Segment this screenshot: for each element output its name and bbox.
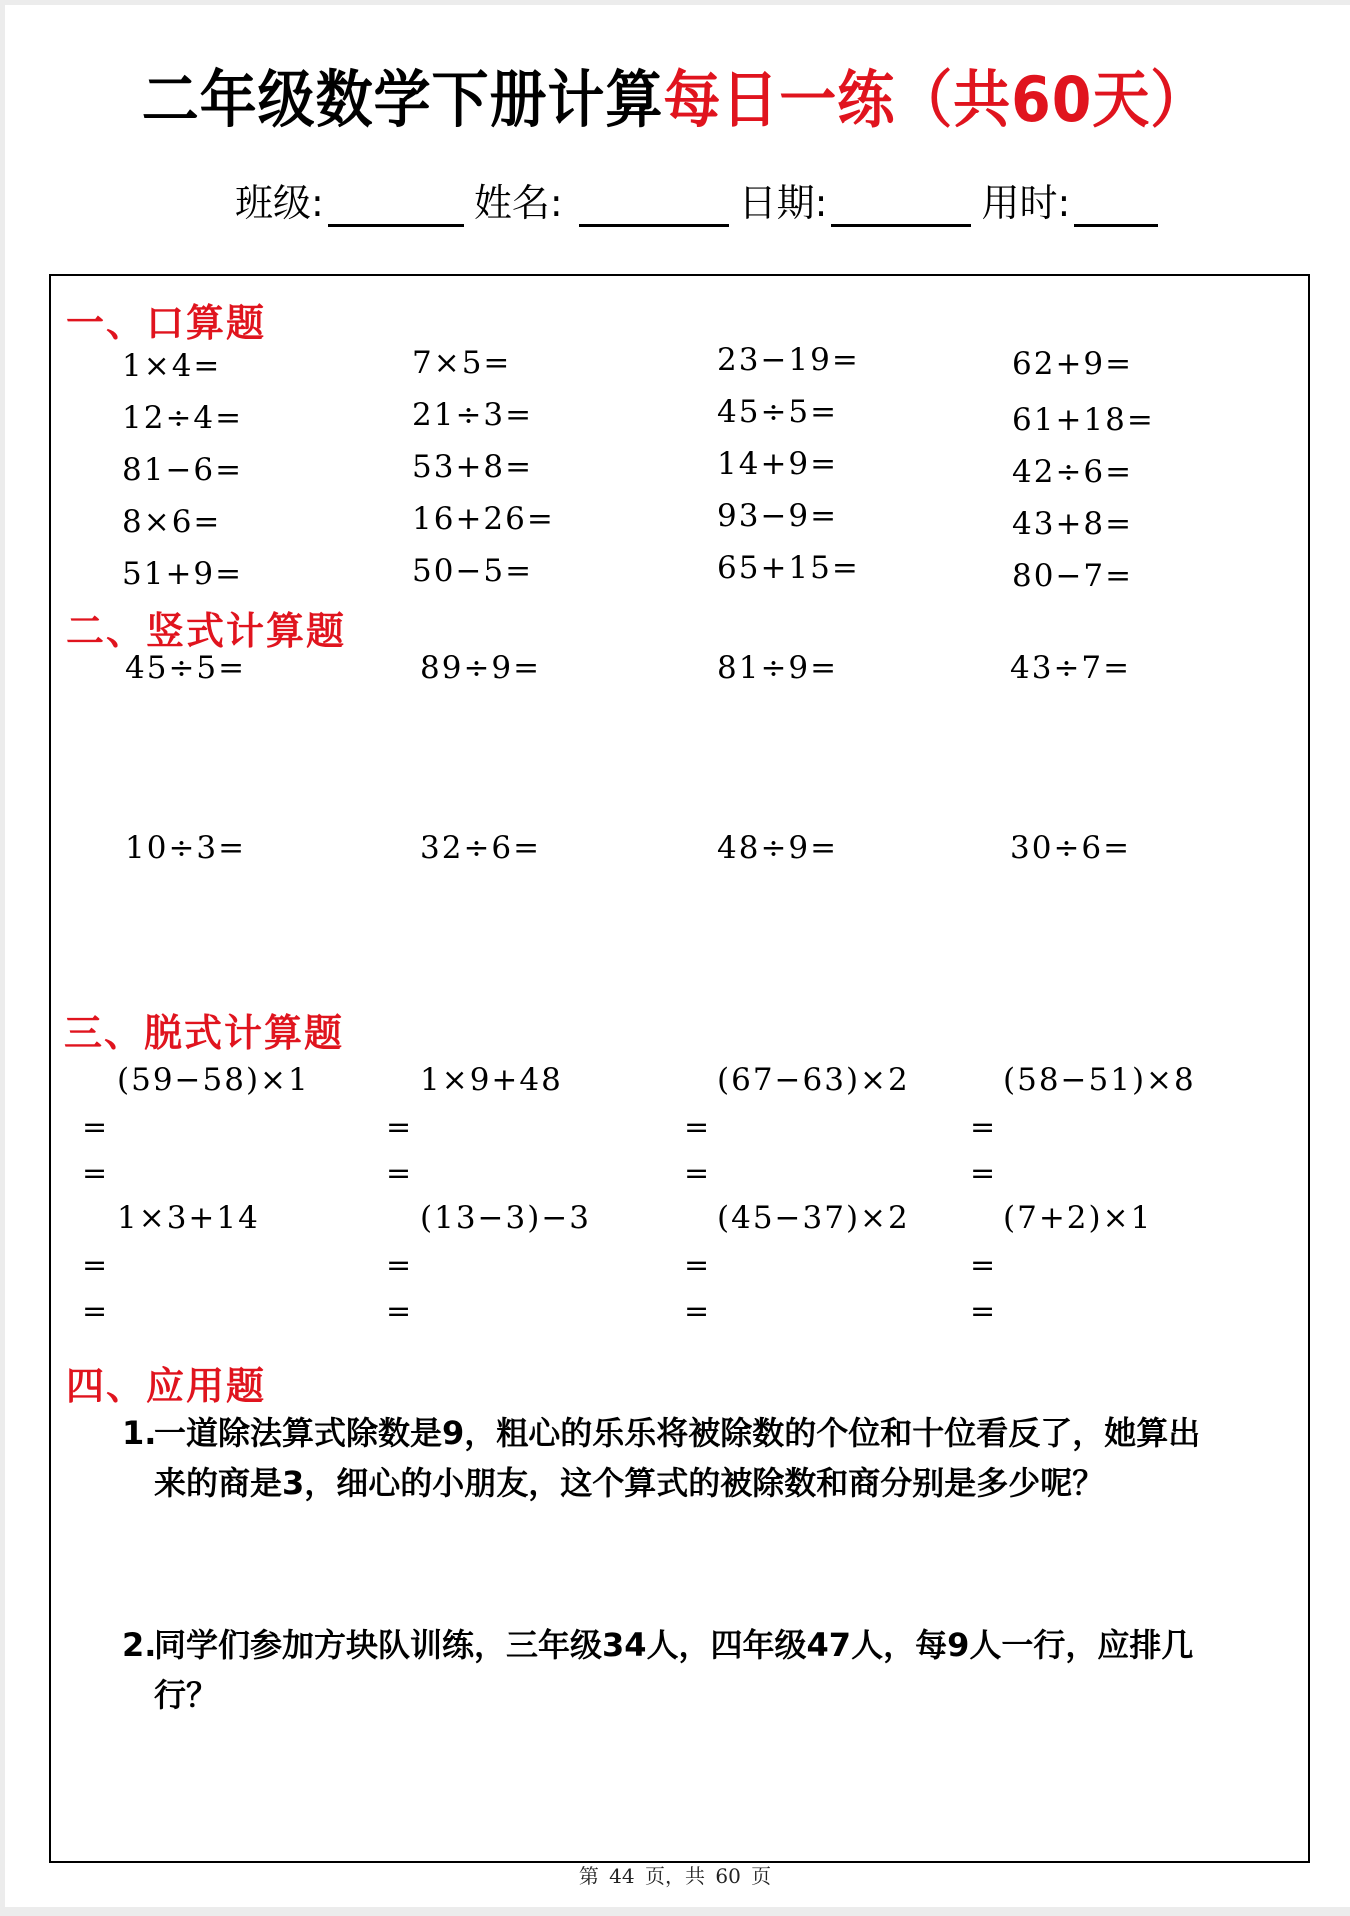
- oral-problem: 8×6=: [122, 504, 222, 540]
- title-main: 二年级数学下册计算: [141, 63, 664, 136]
- oral-problem: 14+9=: [717, 446, 839, 482]
- oral-problem: 45÷5=: [717, 394, 839, 430]
- answer-step-equals: =: [684, 1248, 710, 1283]
- section-word-heading: 四、应用题: [66, 1363, 267, 1408]
- section-stepwise-heading: 三、脱式计算题: [64, 1010, 345, 1055]
- class-field[interactable]: [235, 172, 464, 227]
- oral-problem: 51+9=: [122, 556, 244, 592]
- word-problem-2: [122, 1620, 1222, 1720]
- answer-step-equals: =: [386, 1248, 412, 1283]
- answer-step-equals: =: [82, 1156, 108, 1191]
- student-info-line: [235, 172, 1168, 227]
- answer-step-equals: =: [82, 1294, 108, 1329]
- oral-problem: 93−9=: [717, 498, 839, 534]
- oral-problem: 61+18=: [1012, 402, 1155, 438]
- vertical-problem: 43÷7=: [1010, 650, 1132, 686]
- oral-problem: 16+26=: [412, 501, 555, 537]
- answer-step-equals: =: [970, 1248, 996, 1283]
- oral-problem: 7×5=: [412, 345, 512, 381]
- name-label: 姓名:: [473, 181, 563, 225]
- stepwise-problem: (67−63)×2: [717, 1062, 910, 1098]
- oral-problem: 21÷3=: [412, 397, 534, 433]
- date-label: 日期:: [738, 181, 828, 225]
- stepwise-problem: 1×9+48: [420, 1062, 563, 1098]
- section-oral-heading: 一、口算题: [66, 300, 267, 345]
- oral-problem: 62+9=: [1012, 346, 1134, 382]
- vertical-problem: 10÷3=: [125, 830, 247, 866]
- answer-step-equals: =: [386, 1294, 412, 1329]
- problem-number: 2.: [122, 1626, 157, 1664]
- answer-step-equals: =: [970, 1294, 996, 1329]
- vertical-problem: 81÷9=: [717, 650, 839, 686]
- problem-number: 1.: [122, 1414, 157, 1452]
- time-field[interactable]: [981, 172, 1158, 227]
- oral-problem: 80−7=: [1012, 558, 1134, 594]
- page-title: [54, 50, 1296, 139]
- oral-problem: 50−5=: [412, 553, 534, 589]
- page-number-footer: 第 44 页，共 60 页: [578, 1864, 772, 1888]
- stepwise-problem: (58−51)×8: [1003, 1062, 1196, 1098]
- class-blank[interactable]: [328, 190, 464, 227]
- vertical-problem: 89÷9=: [420, 650, 542, 686]
- date-field[interactable]: [739, 172, 972, 227]
- answer-step-equals: =: [970, 1110, 996, 1145]
- oral-problem: 23−19=: [717, 342, 860, 378]
- section-vertical-heading: 二、竖式计算题: [66, 608, 347, 653]
- answer-step-equals: =: [970, 1156, 996, 1191]
- answer-step-equals: =: [684, 1156, 710, 1191]
- stepwise-problem: (59−58)×1: [117, 1062, 310, 1098]
- answer-step-equals: =: [684, 1110, 710, 1145]
- time-label: 用时:: [981, 181, 1071, 225]
- answer-step-equals: =: [684, 1294, 710, 1329]
- word-problem-1: [122, 1408, 1222, 1508]
- class-label: 班级:: [235, 181, 324, 225]
- oral-problem: 43+8=: [1012, 506, 1134, 542]
- oral-problem: 1×4=: [122, 348, 222, 384]
- stepwise-problem: (45−37)×2: [717, 1200, 910, 1236]
- stepwise-problem: (13−3)−3: [420, 1200, 592, 1236]
- stepwise-problem: 1×3+14: [117, 1200, 260, 1236]
- vertical-problem: 48÷9=: [717, 830, 839, 866]
- vertical-problem: 32÷6=: [420, 830, 542, 866]
- answer-step-equals: =: [386, 1156, 412, 1191]
- oral-problem: 53+8=: [412, 449, 534, 485]
- problem-text: 同学们参加方块队训练，三年级34人，四年级47人，每9人一行，应排几行？: [154, 1626, 1194, 1714]
- title-highlight: 每日一练（共60天）: [663, 63, 1209, 136]
- oral-problem: 81−6=: [122, 452, 244, 488]
- oral-problem: 42÷6=: [1012, 454, 1134, 490]
- answer-step-equals: =: [82, 1110, 108, 1145]
- answer-step-equals: =: [82, 1248, 108, 1283]
- stepwise-problem: (7+2)×1: [1003, 1200, 1153, 1236]
- name-blank[interactable]: [579, 190, 729, 227]
- time-blank[interactable]: [1074, 190, 1158, 227]
- date-blank[interactable]: [831, 190, 971, 227]
- oral-problem: 12÷4=: [122, 400, 244, 436]
- answer-step-equals: =: [386, 1110, 412, 1145]
- problem-text: 一道除法算式除数是9，粗心的乐乐将被除数的个位和十位看反了，她算出来的商是3，细心的小朋友，这个算式的被除数和商分别是多少呢？: [154, 1414, 1201, 1502]
- oral-problem: 65+15=: [717, 550, 860, 586]
- name-field[interactable]: [474, 172, 729, 227]
- vertical-problem: 45÷5=: [125, 650, 247, 686]
- vertical-problem: 30÷6=: [1010, 830, 1132, 866]
